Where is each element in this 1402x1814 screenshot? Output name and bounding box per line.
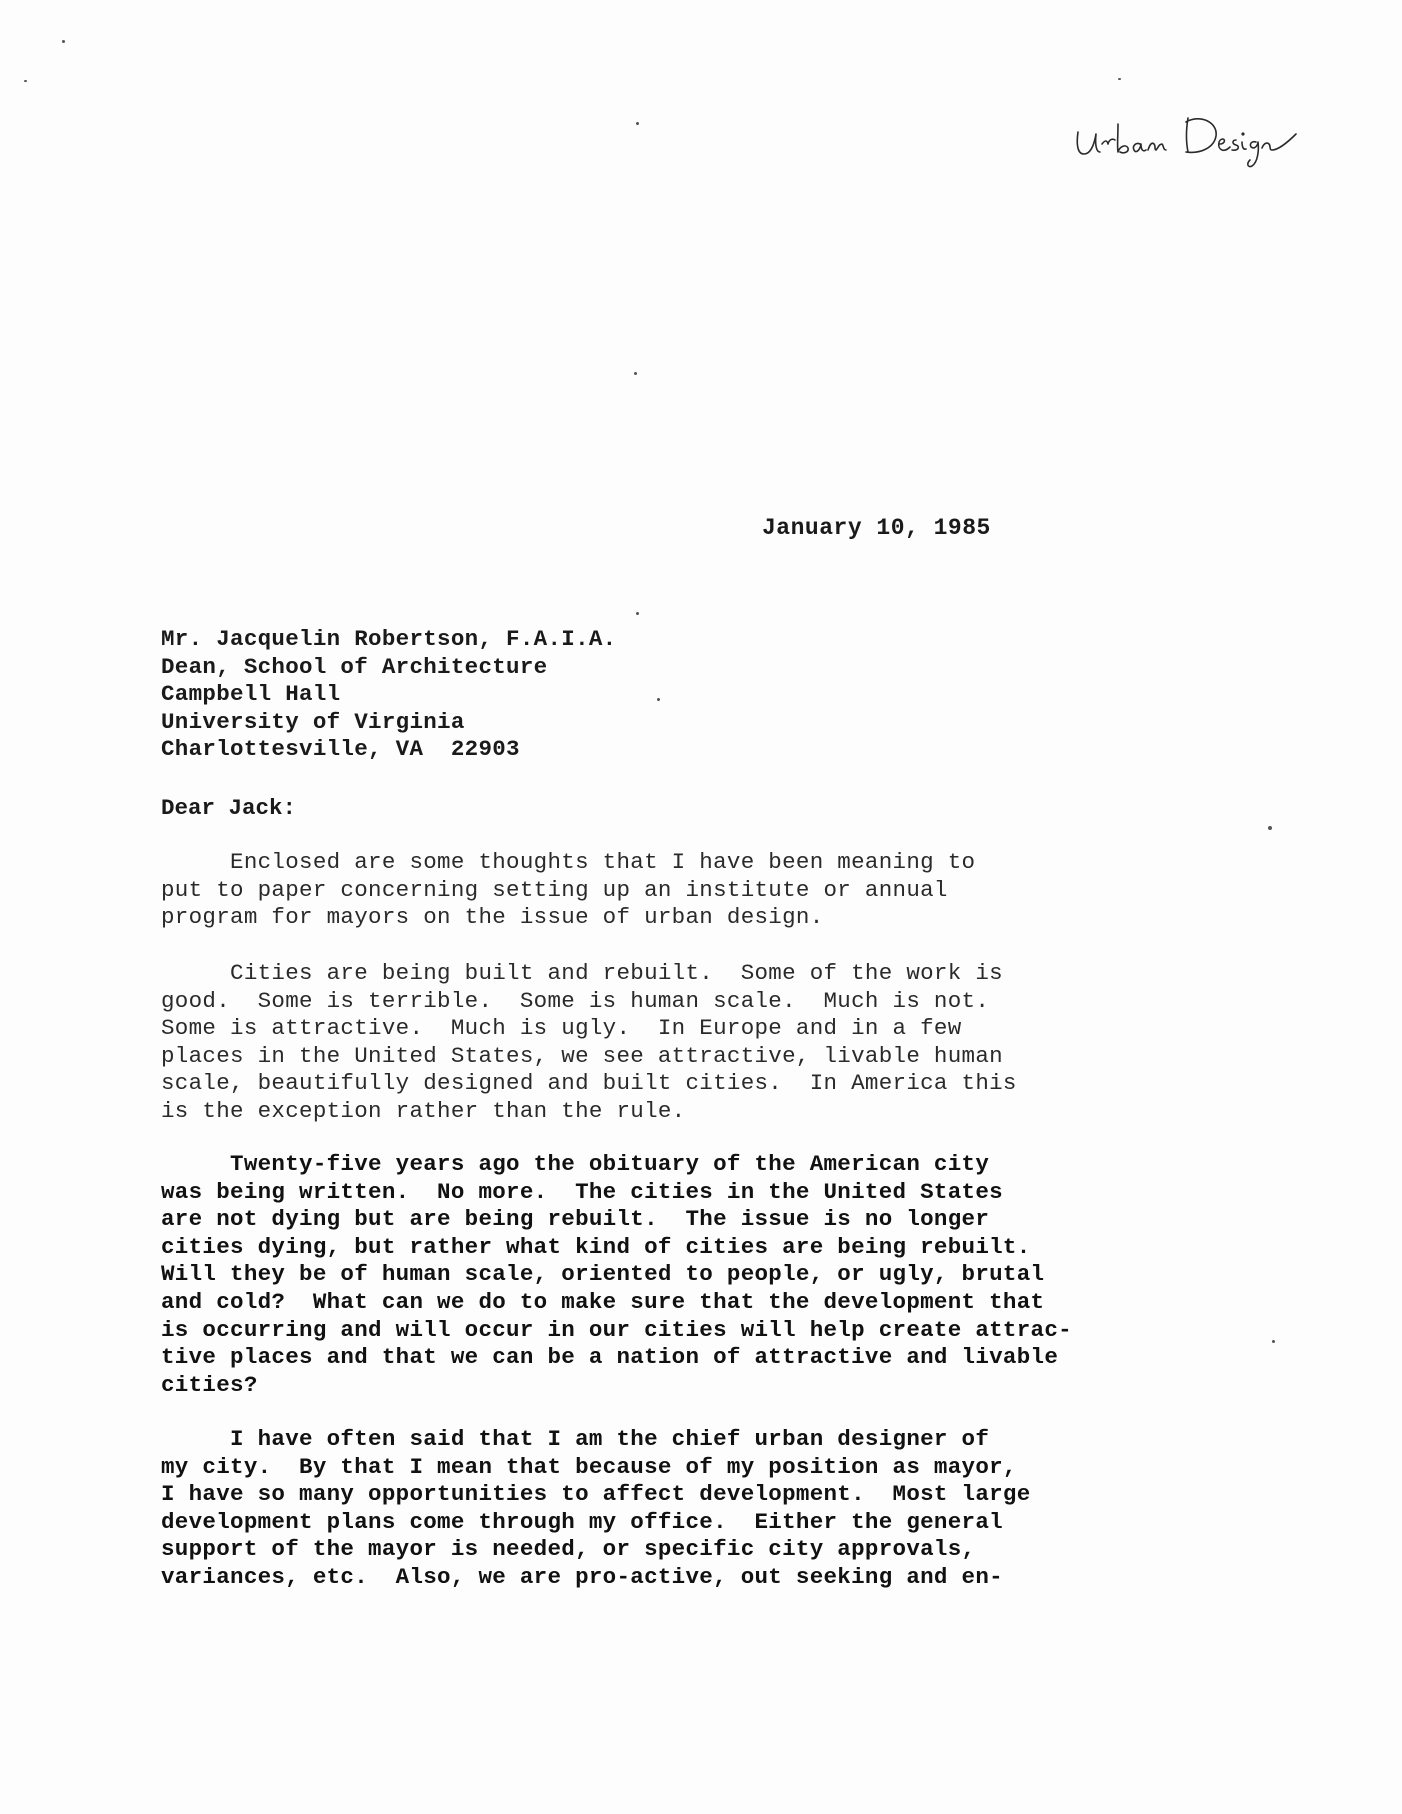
paragraph-2 <box>161 960 1017 1126</box>
scan-speck <box>1118 78 1121 80</box>
address-line: University of Virginia <box>161 708 465 735</box>
paragraph-line: scale, beautifully designed and built cities. In America this <box>161 1070 1017 1097</box>
paragraph-line: Cities are being built and rebuilt. Some of the work is <box>161 960 1003 986</box>
salutation: Dear Jack: <box>161 795 297 821</box>
paragraph-line: my city. By that I mean that because of my position as mayor, <box>161 1453 1017 1480</box>
paragraph-line: I have so many opportunities to affect development. Most large <box>161 1481 1031 1508</box>
paragraph-1 <box>161 849 975 932</box>
paragraph-line: put to paper concerning setting up an institute or annual <box>161 876 948 903</box>
paragraph-line: I have often said that I am the chief urban designer of <box>161 1426 990 1452</box>
paragraph-line: cities dying, but rather what kind of cities are being rebuilt. <box>161 1233 1031 1260</box>
recipient-address <box>161 626 616 764</box>
paragraph-line: Some is attractive. Much is ugly. In Europe and in a few <box>161 1015 962 1042</box>
paragraph-line: Twenty-five years ago the obituary of the American city <box>161 1151 990 1177</box>
paragraph-line: is the exception rather than the rule. <box>161 1097 686 1124</box>
address-line: Dean, School of Architecture <box>161 653 548 680</box>
paragraph-line: and cold? What can we do to make sure that the development that <box>161 1288 1045 1315</box>
handwritten-annotation <box>1060 88 1330 178</box>
paragraph-line: Will they be of human scale, oriented to people, or ugly, brutal <box>161 1261 1045 1288</box>
paragraph-line: places in the United States, we see attractive, livable human <box>161 1042 1003 1069</box>
paragraph-line: cities? <box>161 1371 258 1398</box>
paragraph-line: program for mayors on the issue of urban design. <box>161 904 824 931</box>
scan-speck <box>24 80 27 82</box>
scan-speck <box>634 372 637 375</box>
scan-speck <box>636 122 639 125</box>
paragraph-line: good. Some is terrible. Some is human scale. Much is not. <box>161 987 990 1014</box>
paragraph-line: was being written. No more. The cities in the United States <box>161 1178 1003 1205</box>
paragraph-line: variances, etc. Also, we are pro-active, out seeking and en- <box>161 1563 1003 1590</box>
scan-speck <box>636 612 639 615</box>
paragraph-line: tive places and that we can be a nation of attractive and livable <box>161 1344 1059 1371</box>
paragraph-line: Enclosed are some thoughts that I have been meaning to <box>161 849 976 875</box>
paragraph-4 <box>161 1426 1031 1592</box>
scan-speck <box>657 698 660 701</box>
paragraph-line: is occurring and will occur in our cities will help create attrac- <box>161 1316 1072 1343</box>
address-line: Campbell Hall <box>161 681 341 707</box>
scan-speck <box>62 40 65 43</box>
paragraph-line: support of the mayor is needed, or specific city approvals, <box>161 1536 976 1563</box>
paragraph-line: development plans come through my office. Either the general <box>161 1508 1003 1535</box>
address-line: Mr. Jacquelin Robertson, F.A.I.A. <box>161 626 617 652</box>
paragraph-line: are not dying but are being rebuilt. The issue is no longer <box>161 1206 990 1233</box>
address-line: Charlottesville, VA 22903 <box>161 736 520 762</box>
letter-date: January 10, 1985 <box>762 515 991 541</box>
scan-speck <box>1268 826 1272 830</box>
paragraph-3 <box>161 1151 1072 1399</box>
scan-speck <box>1272 1340 1275 1343</box>
